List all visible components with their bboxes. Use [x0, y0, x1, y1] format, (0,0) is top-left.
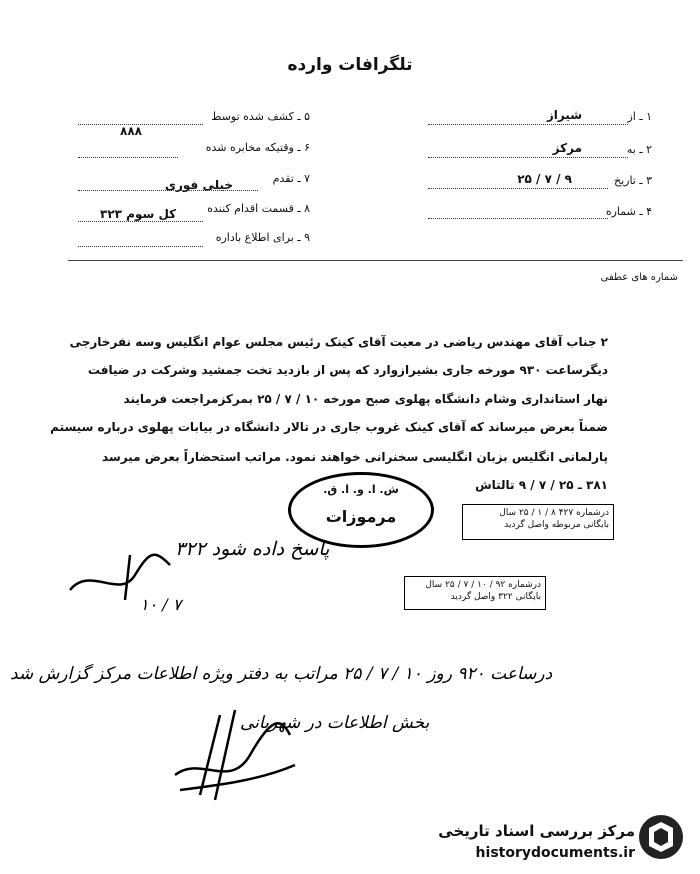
- cipher-stamp-top: ش. ا. و. ا. ق.: [323, 483, 399, 496]
- field-to-line: [428, 157, 628, 158]
- body-line: ۲ جناب آقای مهندس ریاضی در معیت آقای کینک رئیس مجلس عوام انگلیس وسه نفرخارجی: [69, 335, 608, 349]
- field-action-dept-line: [78, 221, 203, 222]
- signature-2: [160, 695, 300, 805]
- field-number-line: [428, 218, 608, 219]
- field-priority-value: خیلی فوری: [165, 178, 234, 192]
- field-decoded-by-value: ۸۸۸: [120, 124, 142, 138]
- header-divider: [68, 260, 683, 261]
- field-date-value: ۲۵ / ۷ / ۹: [517, 172, 572, 186]
- body-line: ضمناً بعرض میرساند که آقای کینک غروب جاری در تالار دانشگاه در بیابات پهلوی درباره سیستم: [50, 420, 608, 434]
- field-inform-line: [78, 246, 203, 247]
- archive-name: مرکز بررسی اسناد تاریخی: [438, 822, 635, 840]
- field-to-value: مرکز: [552, 141, 582, 155]
- handwritten-note-2: درساعت ۹۲۰ روز ۱۰ / ۷ / ۲۵ مراتب به دفتر ویژه اطلاعات مرکز گزارش شد: [10, 664, 553, 684]
- field-priority-label: ۷ ـ تقدم: [272, 172, 310, 185]
- body-line: دیگرساعت ۹۳۰ مورخه جاری بشیرازوارد که پس از بازدید تخت جمشید وشرکت در ضیافت: [87, 363, 608, 377]
- field-action-dept-label: ۸ ـ قسمت اقدام کننده: [207, 202, 310, 215]
- field-number-label: ۴ ـ شماره: [605, 205, 652, 218]
- handwritten-note-3: بخش اطلاعات در شهربانی: [240, 713, 430, 733]
- reference-numbers-label: شماره های عطفی: [600, 272, 678, 283]
- archive-stamp-1-line2: بایگانی مربوطه واصل گردید: [504, 520, 609, 530]
- field-transmitted-line: [78, 157, 178, 158]
- field-transmitted-label: ۶ ـ وقتیکه مخابره شده: [205, 141, 310, 154]
- field-action-dept-value: کل سوم ۳۲۳: [100, 207, 177, 221]
- field-date-line: [428, 188, 608, 189]
- archive-url: historydocuments.ir: [475, 845, 635, 861]
- signature-1: [60, 545, 180, 605]
- body-line: پارلمانی انگلیس بزبان انگلیسی سخنرانی خواهند نمود. مراتب استحضاراً بعرض میرسد: [102, 450, 608, 464]
- field-from-line: [428, 124, 628, 125]
- archive-stamp-2-line2: بایگانی ۳۲۲ واصل گردید: [450, 592, 541, 602]
- archive-stamp-2-line1: درشماره ۹۲ / ۱۰ / ۷ / ۲۵ سال: [425, 580, 541, 590]
- archive-logo-icon: [636, 812, 686, 862]
- body-line: ۳۸۱ ـ ۲۵ / ۷ / ۹ تالتاش: [475, 478, 608, 492]
- archive-stamp-2: [404, 576, 546, 610]
- handwritten-note-1: پاسخ داده شود ۳۲۲: [175, 538, 330, 560]
- cipher-stamp: [288, 472, 434, 548]
- body-line: نهار استانداری وشام دانشگاه پهلوی صبح مورخه ۱۰ / ۷ / ۲۵ بمرکزمراجعت فرمایند: [123, 392, 608, 406]
- field-inform-label: ۹ ـ برای اطلاع باداره: [215, 231, 310, 244]
- field-date-label: ۳ ـ تاریخ: [613, 174, 652, 187]
- field-from-value: شیراز: [546, 108, 582, 122]
- field-priority-line: [78, 190, 258, 191]
- cipher-stamp-bottom: مرموزات: [325, 507, 397, 526]
- field-from-label: ۱ ـ از: [627, 110, 652, 123]
- field-decoded-by-line: [78, 124, 203, 125]
- archive-stamp-1: [462, 504, 614, 540]
- field-to-label: ۲ ـ به: [626, 143, 652, 156]
- handwritten-date: ۱۰ / ۷: [140, 595, 182, 614]
- field-decoded-by-label: ۵ ـ کشف شده توسط: [211, 110, 310, 123]
- archive-stamp-1-line1: درشماره ۴۲۷ ۸ / ۱ / ۲۵ سال: [499, 508, 609, 518]
- document-title: تلگرافات وارده: [287, 55, 413, 75]
